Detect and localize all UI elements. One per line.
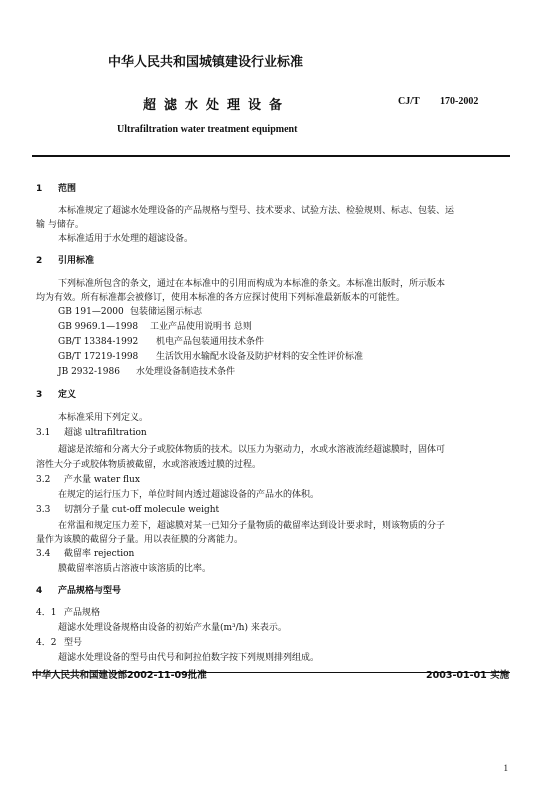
definition-term: 3.1 超滤 ultrafiltration: [36, 428, 147, 438]
section-1-paragraph-line: 输 与储存。: [36, 220, 84, 230]
subsection-heading: 4．2 型号: [36, 638, 83, 648]
implementation-date: 2003-01-01 实施: [426, 670, 510, 681]
section-2-heading: 2 引用标准: [36, 256, 95, 266]
reference-item: GB/T 13384-1992 机电产品包装通用技术条件: [58, 337, 265, 347]
reference-item: JB 2932-1986 水处理设备制造技术条件: [58, 367, 236, 377]
reference-item: GB/T 17219-1998 生活饮用水输配水设备及防护材料的安全性评价标准: [58, 352, 364, 362]
definition-text-line: 超滤是浓缩和分离大分子或胶体物质的技术。以压力为驱动力，水或水溶液流经超滤膜时，固体可: [58, 445, 446, 455]
section-2-paragraph-line: 下列标准所包含的条文，通过在本标准中的引用而构成为本标准的条文。本标准出版时，所示版本: [58, 279, 446, 289]
definition-text-line: 溶性大分子或胶体物质被截留，水或溶液透过膜的过程。: [36, 460, 262, 470]
definition-text-line: 膜截留率溶质占溶液中该溶质的比率。: [58, 564, 212, 574]
section-1-paragraph: 本标准适用于水处理的超滤设备。: [58, 234, 194, 244]
definition-term: 3.4 截留率 rejection: [36, 549, 135, 559]
definition-text-line: 在常温和规定压力差下，超滤膜对某一已知分子量物质的截留率达到设计要求时，则该物质的分子: [58, 521, 446, 531]
standard-code: CJ/T: [398, 96, 420, 107]
section-1-paragraph-line: 本标准规定了超滤水处理设备的产品规格与型号、技术要求、试验方法、检验规则、标志、包装、运: [58, 206, 455, 216]
subsection-text: 超滤水处理设备规格由设备的初始产水量(m³/h) 来表示。: [58, 623, 287, 633]
english-title: Ultrafiltration water treatment equipment: [117, 124, 298, 135]
page-number: 1: [503, 763, 508, 773]
definition-term: 3.3 切割分子量 cut-off molecule weight: [36, 505, 220, 515]
section-1-heading: 1 范围: [36, 184, 77, 194]
reference-item: GB 9969.1—1998 工业产品使用说明书 总则: [58, 322, 252, 332]
header-divider: [32, 155, 510, 157]
definition-text-line: 量作为该膜的截留分子量。用以表征膜的分离能力。: [36, 535, 244, 545]
definition-term: 3.2 产水量 water flux: [36, 475, 140, 485]
approval-statement: 中华人民共和国建设部2002-11-09批准: [32, 670, 207, 681]
section-3-heading: 3 定义: [36, 390, 77, 400]
section-2-paragraph-line: 均为有效。所有标准都会被修订，使用本标准的各方应探讨使用下列标准最新版本的可能性。: [36, 293, 406, 303]
subsection-heading: 4．1 产品规格: [36, 608, 101, 618]
section-3-intro: 本标准采用下列定义。: [58, 413, 149, 423]
definition-text-line: 在规定的运行压力下，单位时间内透过超滤设备的产品水的体积。: [58, 490, 320, 500]
section-4-heading: 4 产品规格与型号: [36, 586, 122, 596]
standard-number: 170-2002: [440, 96, 479, 107]
standard-title: 超滤水处理设备: [143, 98, 291, 113]
issuing-organization: 中华人民共和国城镇建设行业标准: [108, 55, 304, 70]
subsection-text: 超滤水处理设备的型号由代号和阿拉伯数字按下列规则排列组成。: [58, 653, 320, 663]
reference-item: GB 191—2000 包装储运图示标志: [58, 307, 203, 317]
